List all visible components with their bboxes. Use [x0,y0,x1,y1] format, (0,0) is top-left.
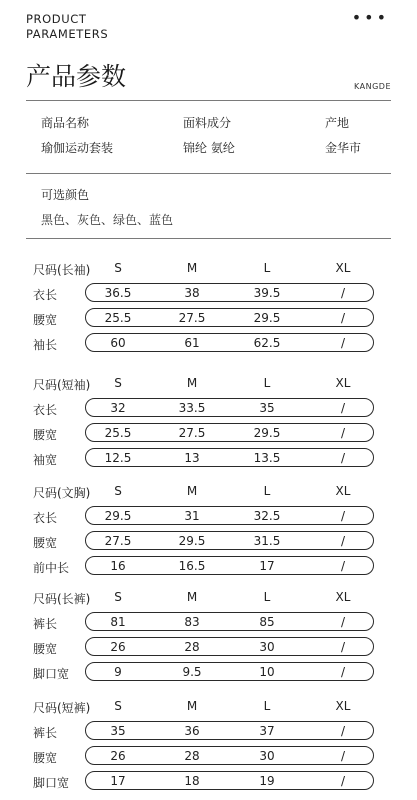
table-row [0,283,417,305]
measurement-value: 13 [184,451,200,465]
info-value-origin: 金华市 [325,141,362,155]
measurement-value: / [340,286,346,300]
size-column-header: L [263,590,271,604]
measurement-value: / [340,426,346,440]
measurement-value: 39.5 [253,286,281,300]
measurement-value: / [340,509,346,523]
measurement-label: 袖长 [33,338,58,352]
measurement-value: / [340,336,346,350]
colors-label: 可选颜色 [41,188,90,202]
table-row [0,771,417,793]
table-row [0,448,417,470]
size-table-title: 尺码(长袖) [33,263,91,277]
table-row [0,556,417,578]
measurement-label: 衣长 [33,288,58,302]
measurement-label: 腰宽 [33,536,58,550]
measurement-value: 31 [184,509,200,523]
measurement-value: 32 [110,401,126,415]
table-row [0,746,417,768]
measurement-label: 衣长 [33,511,58,525]
measurement-value: 10 [259,665,275,679]
measurement-value: 35 [110,724,126,738]
measurement-value: 17 [259,559,275,573]
size-table-title: 尺码(短袖) [33,378,91,392]
measurement-value: 32.5 [253,509,281,523]
header-line-product: PRODUCT [26,12,87,26]
header-label [26,12,108,42]
table-row [0,637,417,659]
measurement-value: 30 [259,749,275,763]
measurement-value: 17 [110,774,126,788]
measurement-value: 29.5 [104,509,132,523]
measurement-value: 83 [184,615,200,629]
size-column-header: XL [335,590,351,604]
measurement-value: / [340,749,346,763]
size-column-header: XL [335,261,351,275]
size-column-header: L [263,699,271,713]
table-row [0,308,417,330]
more-options-icon[interactable]: ••• [351,8,389,27]
measurement-label: 脚口宽 [33,776,70,790]
table-row [0,333,417,355]
size-column-header: XL [335,484,351,498]
measurement-value: 29.5 [253,311,281,325]
size-column-header: L [263,376,271,390]
size-column-header: S [114,376,122,390]
table-row [0,506,417,528]
size-column-header: S [114,484,122,498]
measurement-value: / [340,559,346,573]
divider-bottom [26,238,391,239]
measurement-value: 81 [110,615,126,629]
measurement-value: 37 [259,724,275,738]
measurement-value: 30 [259,640,275,654]
table-row [0,612,417,634]
size-column-header: M [186,261,198,275]
measurement-value: 18 [184,774,200,788]
header-line-parameters: PARAMETERS [26,27,109,41]
measurement-value: 9 [114,665,122,679]
measurement-value: 12.5 [104,451,132,465]
brand-label: KANGDE [354,82,391,91]
measurement-value: 36 [184,724,200,738]
size-column-header: L [263,261,271,275]
measurement-value: 31.5 [253,534,281,548]
info-header-fabric: 面料成分 [183,116,232,130]
measurement-value: 28 [184,640,200,654]
measurement-value: 25.5 [104,426,132,440]
measurement-value: / [340,724,346,738]
measurement-value: 61 [184,336,200,350]
measurement-value: / [340,774,346,788]
size-table-header [0,258,417,280]
measurement-value: 25.5 [104,311,132,325]
measurement-value: 16 [110,559,126,573]
measurement-value: 85 [259,615,275,629]
size-table-header [0,587,417,609]
divider-middle [26,173,391,174]
measurement-value: 27.5 [178,426,206,440]
size-table-header [0,481,417,503]
size-column-header: S [114,261,122,275]
info-value-fabric: 锦纶 氨纶 [183,141,235,155]
measurement-label: 裤长 [33,726,58,740]
table-row [0,423,417,445]
table-row [0,531,417,553]
measurement-value: 60 [110,336,126,350]
measurement-value: 62.5 [253,336,281,350]
page-title: 产品参数 [26,62,127,91]
size-column-header: XL [335,376,351,390]
size-column-header: L [263,484,271,498]
table-row [0,398,417,420]
measurement-label: 腰宽 [33,428,58,442]
size-table-title: 尺码(短裤) [33,701,91,715]
measurement-value: 13.5 [253,451,281,465]
divider-top [26,100,391,101]
product-info [0,111,417,161]
size-column-header: M [186,699,198,713]
measurement-label: 裤长 [33,617,58,631]
measurement-label: 脚口宽 [33,667,70,681]
measurement-value: / [340,401,346,415]
size-table-title: 尺码(长裤) [33,592,91,606]
size-column-header: S [114,699,122,713]
size-column-header: S [114,590,122,604]
size-column-header: XL [335,699,351,713]
measurement-value: 9.5 [182,665,202,679]
measurement-value: 33.5 [178,401,206,415]
measurement-value: / [340,615,346,629]
measurement-value: 27.5 [178,311,206,325]
measurement-value: / [340,640,346,654]
info-header-name: 商品名称 [41,116,90,130]
size-table-title: 尺码(文胸) [33,486,91,500]
measurement-value: 35 [259,401,275,415]
table-row [0,721,417,743]
measurement-value: 19 [259,774,275,788]
measurement-value: 28 [184,749,200,763]
info-header-origin: 产地 [325,116,350,130]
measurement-value: 29.5 [178,534,206,548]
measurement-value: 26 [110,749,126,763]
measurement-value: 26 [110,640,126,654]
info-value-name: 瑜伽运动套装 [41,141,114,155]
measurement-label: 衣长 [33,403,58,417]
measurement-value: 29.5 [253,426,281,440]
size-column-header: M [186,376,198,390]
size-column-header: M [186,590,198,604]
measurement-value: 38 [184,286,200,300]
measurement-value: 36.5 [104,286,132,300]
measurement-value: / [340,451,346,465]
size-table-header [0,696,417,718]
measurement-label: 袖宽 [33,453,58,467]
measurement-label: 腰宽 [33,313,58,327]
measurement-label: 前中长 [33,561,70,575]
size-table-header [0,373,417,395]
measurement-label: 腰宽 [33,751,58,765]
table-row [0,662,417,684]
measurement-value: / [340,665,346,679]
measurement-value: 16.5 [178,559,206,573]
measurement-value: 27.5 [104,534,132,548]
measurement-label: 腰宽 [33,642,58,656]
measurement-value: / [340,534,346,548]
size-column-header: M [186,484,198,498]
colors-value: 黑色、灰色、绿色、蓝色 [41,213,174,227]
measurement-value: / [340,311,346,325]
